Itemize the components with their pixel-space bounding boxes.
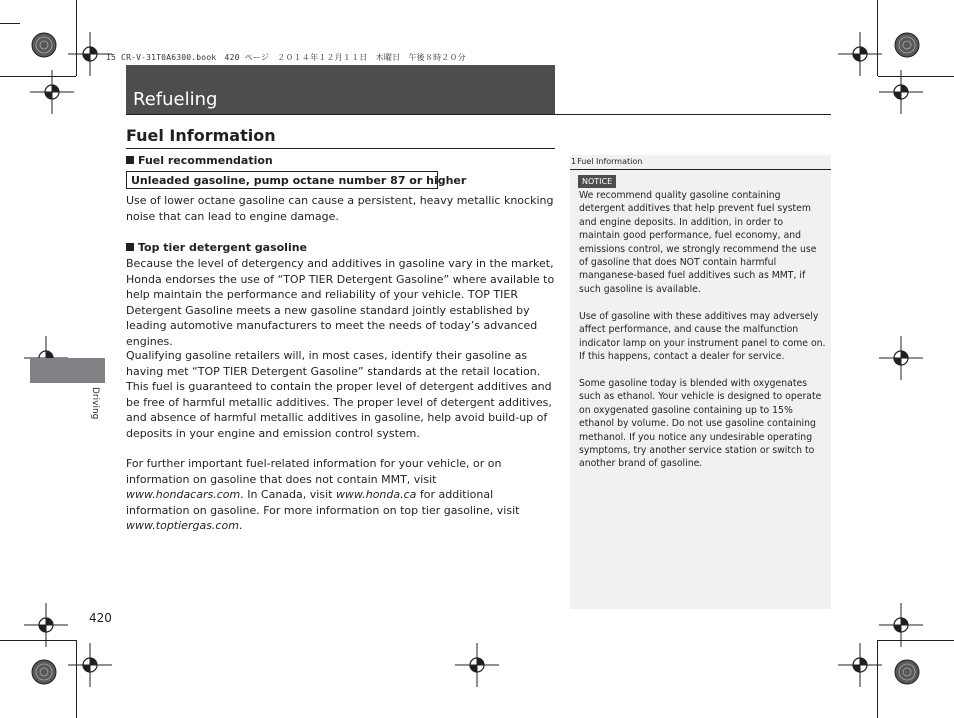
chapter-tab-label: Driving — [90, 387, 100, 420]
top-tier-heading: Top tier detergent gasoline — [126, 241, 307, 255]
sidebar-para3: Some gasoline today is blended with oxygenates such as ethanol. Your vehicle is designed to operate on oxygenated gasoline containing up to 15% ethanol by volume. Do not use gasoline containing methanol. If you notice any undesirable operating symptoms, try another service station or switch to another brand of gasoline. — [579, 378, 822, 470]
top-tier-para1: Because the level of detergency and additives in gasoline vary in the market, Honda endorses the use of “TOP TIER Detergent Gasoline” where available to help maintain the performance and reliability of your vehicle. TOP TIER Detergent Gasoline meets a new gasoline standard jointly established by leading automotive manufacturers to meet the needs of today’s advanced engines. — [126, 257, 555, 348]
link-toptiergas[interactable]: www.toptiergas.com — [126, 519, 239, 532]
square-bullet-icon — [126, 243, 134, 251]
sidebar-header: 1Fuel Information — [570, 155, 831, 170]
link-hondacars[interactable]: www.hondacars.com — [126, 488, 241, 501]
octane-text: Use of lower octane gasoline can cause a persistent, heavy metallic knocking noise that can lead to engine damage. — [126, 194, 554, 223]
page-title: Refueling — [133, 89, 218, 110]
sidebar-para2: Use of gasoline with these additives may adversely affect performance, and cause the malfunction indicator lamp on your instrument panel to come on. If this happens, contact a dealer for service. — [579, 311, 826, 363]
link-honda-ca[interactable]: www.honda.ca — [335, 488, 417, 501]
top-tier-para3: For further important fuel-related information for your vehicle, or on information on gasoline that does not contain MMT, visit www.hondacars.com. In Canada, visit www.honda.ca for additional information on gasoline. For more information on top tier gasoline, visit www.toptiergas.com. — [126, 457, 520, 532]
chapter-tab — [30, 358, 105, 383]
octane-box: Unleaded gasoline, pump octane number 87 or higher — [126, 171, 438, 189]
title-rule — [126, 114, 831, 115]
print-header: 15 CR-V-31T0A6300.book 420 ページ ２０１４年１２月１１日 木曜日 午後８時２０分 — [106, 53, 466, 62]
section-rule — [126, 148, 555, 149]
square-bullet-icon — [126, 156, 134, 164]
page-number: 420 — [89, 611, 112, 625]
top-tier-para2: Qualifying gasoline retailers will, in most cases, identify their gasoline as having met “TOP TIER Detergent Gasoline” standards at the retail location. This fuel is guaranteed to contain the proper level of detergent additives and be free of harmful metallic additives. The proper level of detergent additives, and absence of harmful metallic additives in gasoline, help avoid build-up of deposits in your engine and emission control system. — [126, 349, 552, 440]
reference-marker-icon: 1 — [571, 157, 577, 166]
fuel-recommendation-heading: Fuel recommendation — [126, 154, 273, 168]
section-heading: Fuel Information — [126, 126, 276, 145]
notice-badge: NOTICE — [578, 175, 616, 188]
sidebar-para1: We recommend quality gasoline containing detergent additives that help prevent fuel system and engine deposits. In addition, in order to maintain good performance, fuel economy, and emissions control, we strongly recommend the use of gasoline that does NOT contain harmful manganese-based fuel additives such as MMT, if such gasoline is available. — [579, 190, 817, 295]
